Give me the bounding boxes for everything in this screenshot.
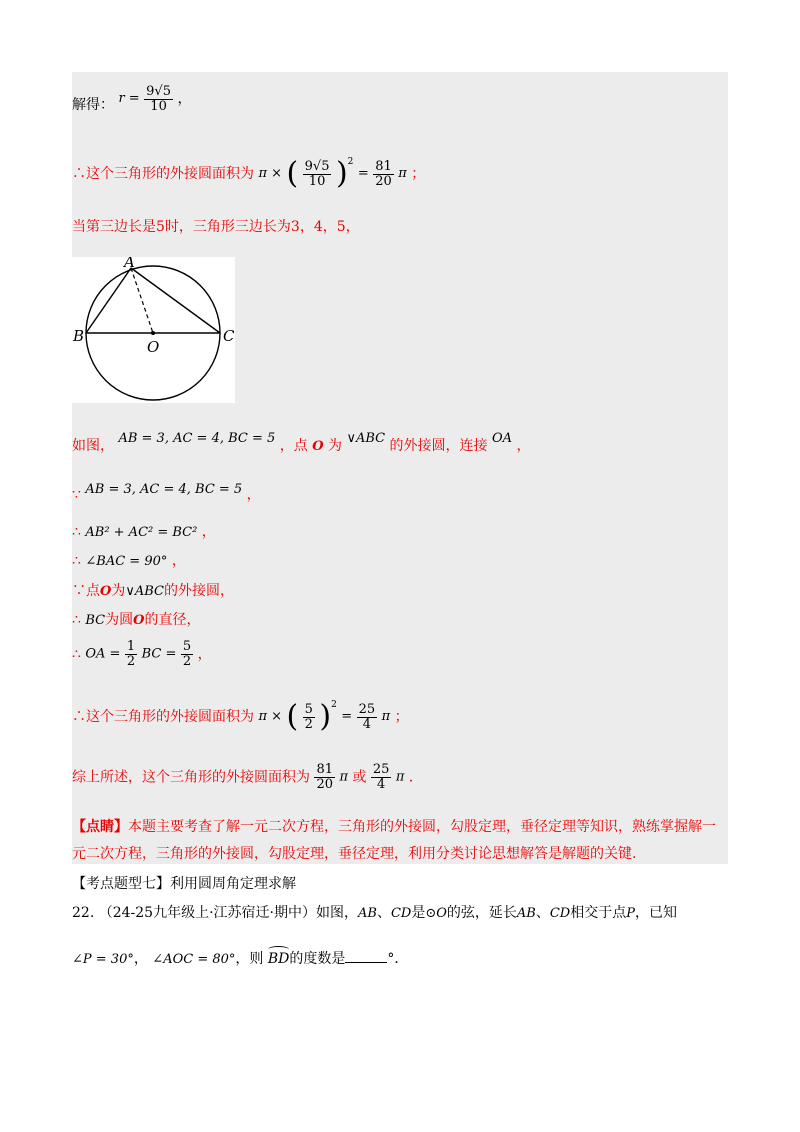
therefore4-result-numerator: 5 xyxy=(182,639,192,654)
therefore2-symbol: ∴ xyxy=(72,553,81,569)
area1-line xyxy=(72,153,425,189)
given-end: ， xyxy=(516,438,531,454)
solution-background xyxy=(72,72,728,864)
therefore4-lhs: OA = xyxy=(85,646,121,662)
area1-result xyxy=(373,160,394,189)
area1-end: ； xyxy=(411,166,426,182)
question-comma: ， xyxy=(133,951,148,967)
circle-diagram-svg xyxy=(72,257,235,403)
area1-pi: π × xyxy=(258,166,283,181)
label-o: O xyxy=(147,338,160,356)
area2-result-numerator: 25 xyxy=(358,701,376,717)
solve-prefix: 解得： xyxy=(72,97,114,113)
segment-ac xyxy=(131,268,220,333)
area2-exponent: 2 xyxy=(331,700,337,710)
question-sep: 、 xyxy=(376,905,391,921)
therefore3-line xyxy=(72,611,200,630)
question-mid5: 的度数是 xyxy=(289,951,346,967)
area1-result-pi: π xyxy=(398,166,407,181)
solve-fraction xyxy=(144,85,173,114)
area1-rparen: ) xyxy=(335,156,348,191)
therefore2-line xyxy=(72,552,186,571)
therefore3-symbol: ∴ xyxy=(72,612,81,628)
summary-value2-numerator: 25 xyxy=(372,762,390,777)
question-line2 xyxy=(72,948,408,969)
summary-pi2: π xyxy=(395,769,405,785)
because1-symbol: ∵ xyxy=(72,487,81,503)
because1-line xyxy=(72,476,261,504)
question-circle-o: ⊙O xyxy=(425,906,447,921)
therefore2-end: ， xyxy=(171,553,186,569)
summary-or: 或 xyxy=(352,769,367,786)
area1-result-denominator: 20 xyxy=(375,173,392,189)
summary-value2 xyxy=(371,763,392,792)
given-point-o: O xyxy=(312,439,324,454)
area2-result-denominator: 4 xyxy=(362,716,372,732)
label-a: A xyxy=(124,257,135,271)
because2-triangle: ∨ABC xyxy=(125,584,164,599)
segment-oa-dashed xyxy=(131,268,153,333)
area2-numerator: 5 xyxy=(304,701,313,717)
comment-text1: 本题主要考查了解一元二次方程，三角形的外接圆，勾股定理，垂径定理等知识，熟练掌握解一 xyxy=(128,819,716,835)
therefore4-end: ， xyxy=(197,646,212,663)
given-prefix: 如图， xyxy=(72,438,114,454)
question-arc-bd: BD xyxy=(267,951,290,967)
area2-line xyxy=(72,696,409,732)
comment-line2: 元二次方程，三角形的外接圆，勾股定理，垂径定理，利用分类讨论思想解答是解题的关键. xyxy=(72,846,637,862)
area1-equals: = xyxy=(357,166,369,181)
area2-pi: π × xyxy=(258,709,283,724)
therefore4-mid: BC = xyxy=(141,646,177,662)
therefore3-end: 的直径， xyxy=(144,612,201,628)
therefore4-symbol: ∴ xyxy=(72,646,81,663)
question-cond2: ∠AOC = 80° xyxy=(152,952,236,967)
question-cd2: CD xyxy=(549,906,571,921)
center-point xyxy=(151,331,155,335)
solve-denominator: 10 xyxy=(150,98,167,114)
comment-tag: 【点睛】 xyxy=(72,819,128,835)
given-mid2: 为 xyxy=(327,438,342,454)
summary-line xyxy=(72,763,423,792)
therefore2-expr: ∠BAC = 90° xyxy=(85,554,168,569)
question-sep2: 、 xyxy=(535,905,550,921)
therefore1-symbol: ∴ xyxy=(72,524,81,540)
therefore3-point-o: O xyxy=(133,613,145,628)
area2-lparen: ( xyxy=(286,699,299,734)
question-mid4: ，则 xyxy=(235,951,264,967)
area1-fraction xyxy=(303,160,332,189)
summary-value2-denominator: 4 xyxy=(377,777,386,792)
label-b: B xyxy=(73,327,85,345)
question-source: （24-25九年级上·江苏宿迁·期中）如图， xyxy=(98,905,358,921)
segment-ab xyxy=(86,268,131,333)
area1-denominator: 10 xyxy=(308,173,326,189)
therefore1-end: ， xyxy=(201,524,216,540)
question-number: 22. xyxy=(72,905,95,921)
therefore4-line xyxy=(72,640,212,669)
therefore1-expr: AB² + AC² = BC² xyxy=(85,525,198,540)
summary-value1 xyxy=(314,763,335,792)
area2-denominator: 2 xyxy=(304,716,313,732)
because1-end: ， xyxy=(246,487,261,503)
because1-expr: AB = 3, AC = 4, BC = 5 xyxy=(85,482,243,497)
circle-diagram xyxy=(72,257,235,403)
area1-result-numerator: 81 xyxy=(375,158,392,174)
summary-value1-numerator: 81 xyxy=(316,762,333,777)
because2-point-o: O xyxy=(100,584,112,599)
area2-prefix: ∴这个三角形的外接圆面积为 xyxy=(72,709,254,725)
question-mid2: 的弦，延长 xyxy=(446,905,517,921)
summary-pi1: π xyxy=(339,769,348,785)
area2-result xyxy=(357,703,378,732)
given-triangle: ∨ABC xyxy=(346,431,386,446)
answer-blank[interactable] xyxy=(345,948,387,963)
question-line1 xyxy=(72,904,677,923)
area1-prefix: ∴这个三角形的外接圆面积为 xyxy=(72,166,254,182)
given-oa: OA xyxy=(492,431,513,446)
because2-text: ∵点 xyxy=(72,583,100,599)
therefore4-half-denominator: 2 xyxy=(126,654,136,669)
because2-mid: 为 xyxy=(111,583,126,599)
area2-end: ； xyxy=(394,709,409,725)
solve-numerator: 9√5 xyxy=(146,83,171,99)
area2-fraction xyxy=(303,703,315,732)
area1-exponent: 2 xyxy=(347,157,354,167)
question-end2: °． xyxy=(387,951,409,967)
question-cond1: ∠P = 30° xyxy=(72,952,134,967)
therefore1-line xyxy=(72,523,216,542)
solve-lhs: r = xyxy=(118,91,140,106)
area1-numerator: 9√5 xyxy=(304,158,330,174)
area1-lparen: ( xyxy=(286,156,299,191)
summary-prefix: 综上所述，这个三角形的外接圆面积为 xyxy=(72,769,310,786)
summary-value1-denominator: 20 xyxy=(316,777,333,792)
therefore3-mid: 为圆 xyxy=(105,612,134,628)
section-heading: 【考点题型七】利用圆周角定理求解 xyxy=(72,876,296,892)
solve-suffix: ， xyxy=(177,91,192,107)
summary-end: ． xyxy=(408,769,423,786)
given-line xyxy=(72,427,531,456)
given-expr: AB = 3, AC = 4, BC = 5 xyxy=(118,431,276,446)
question-p: P xyxy=(626,906,635,921)
therefore4-result-denominator: 2 xyxy=(182,654,192,669)
because2-end: 的外接圆， xyxy=(163,583,234,599)
question-ab2: AB xyxy=(516,906,536,921)
given-mid3: 的外接圆，连接 xyxy=(389,438,488,454)
therefore3-bc: BC xyxy=(85,613,106,628)
label-c: C xyxy=(223,327,235,345)
area2-equals: = xyxy=(341,709,353,724)
area2-result-pi: π xyxy=(381,709,391,724)
therefore4-result xyxy=(181,640,193,669)
because2-line xyxy=(72,582,234,601)
question-end1: ，已知 xyxy=(634,905,677,921)
question-mid3: 相交于点 xyxy=(570,905,627,921)
given-mid1: ，点 xyxy=(279,438,308,454)
comment-line1 xyxy=(72,818,716,836)
solve-line xyxy=(72,84,191,114)
therefore4-half xyxy=(125,640,137,669)
question-ab: AB xyxy=(357,906,377,921)
question-cd: CD xyxy=(390,906,412,921)
area2-rparen: ) xyxy=(319,699,332,734)
case2-line: 当第三边长是5时，三角形三边长为3，4，5， xyxy=(72,219,360,235)
therefore4-half-numerator: 1 xyxy=(126,639,136,654)
question-mid1: 是 xyxy=(411,905,426,921)
